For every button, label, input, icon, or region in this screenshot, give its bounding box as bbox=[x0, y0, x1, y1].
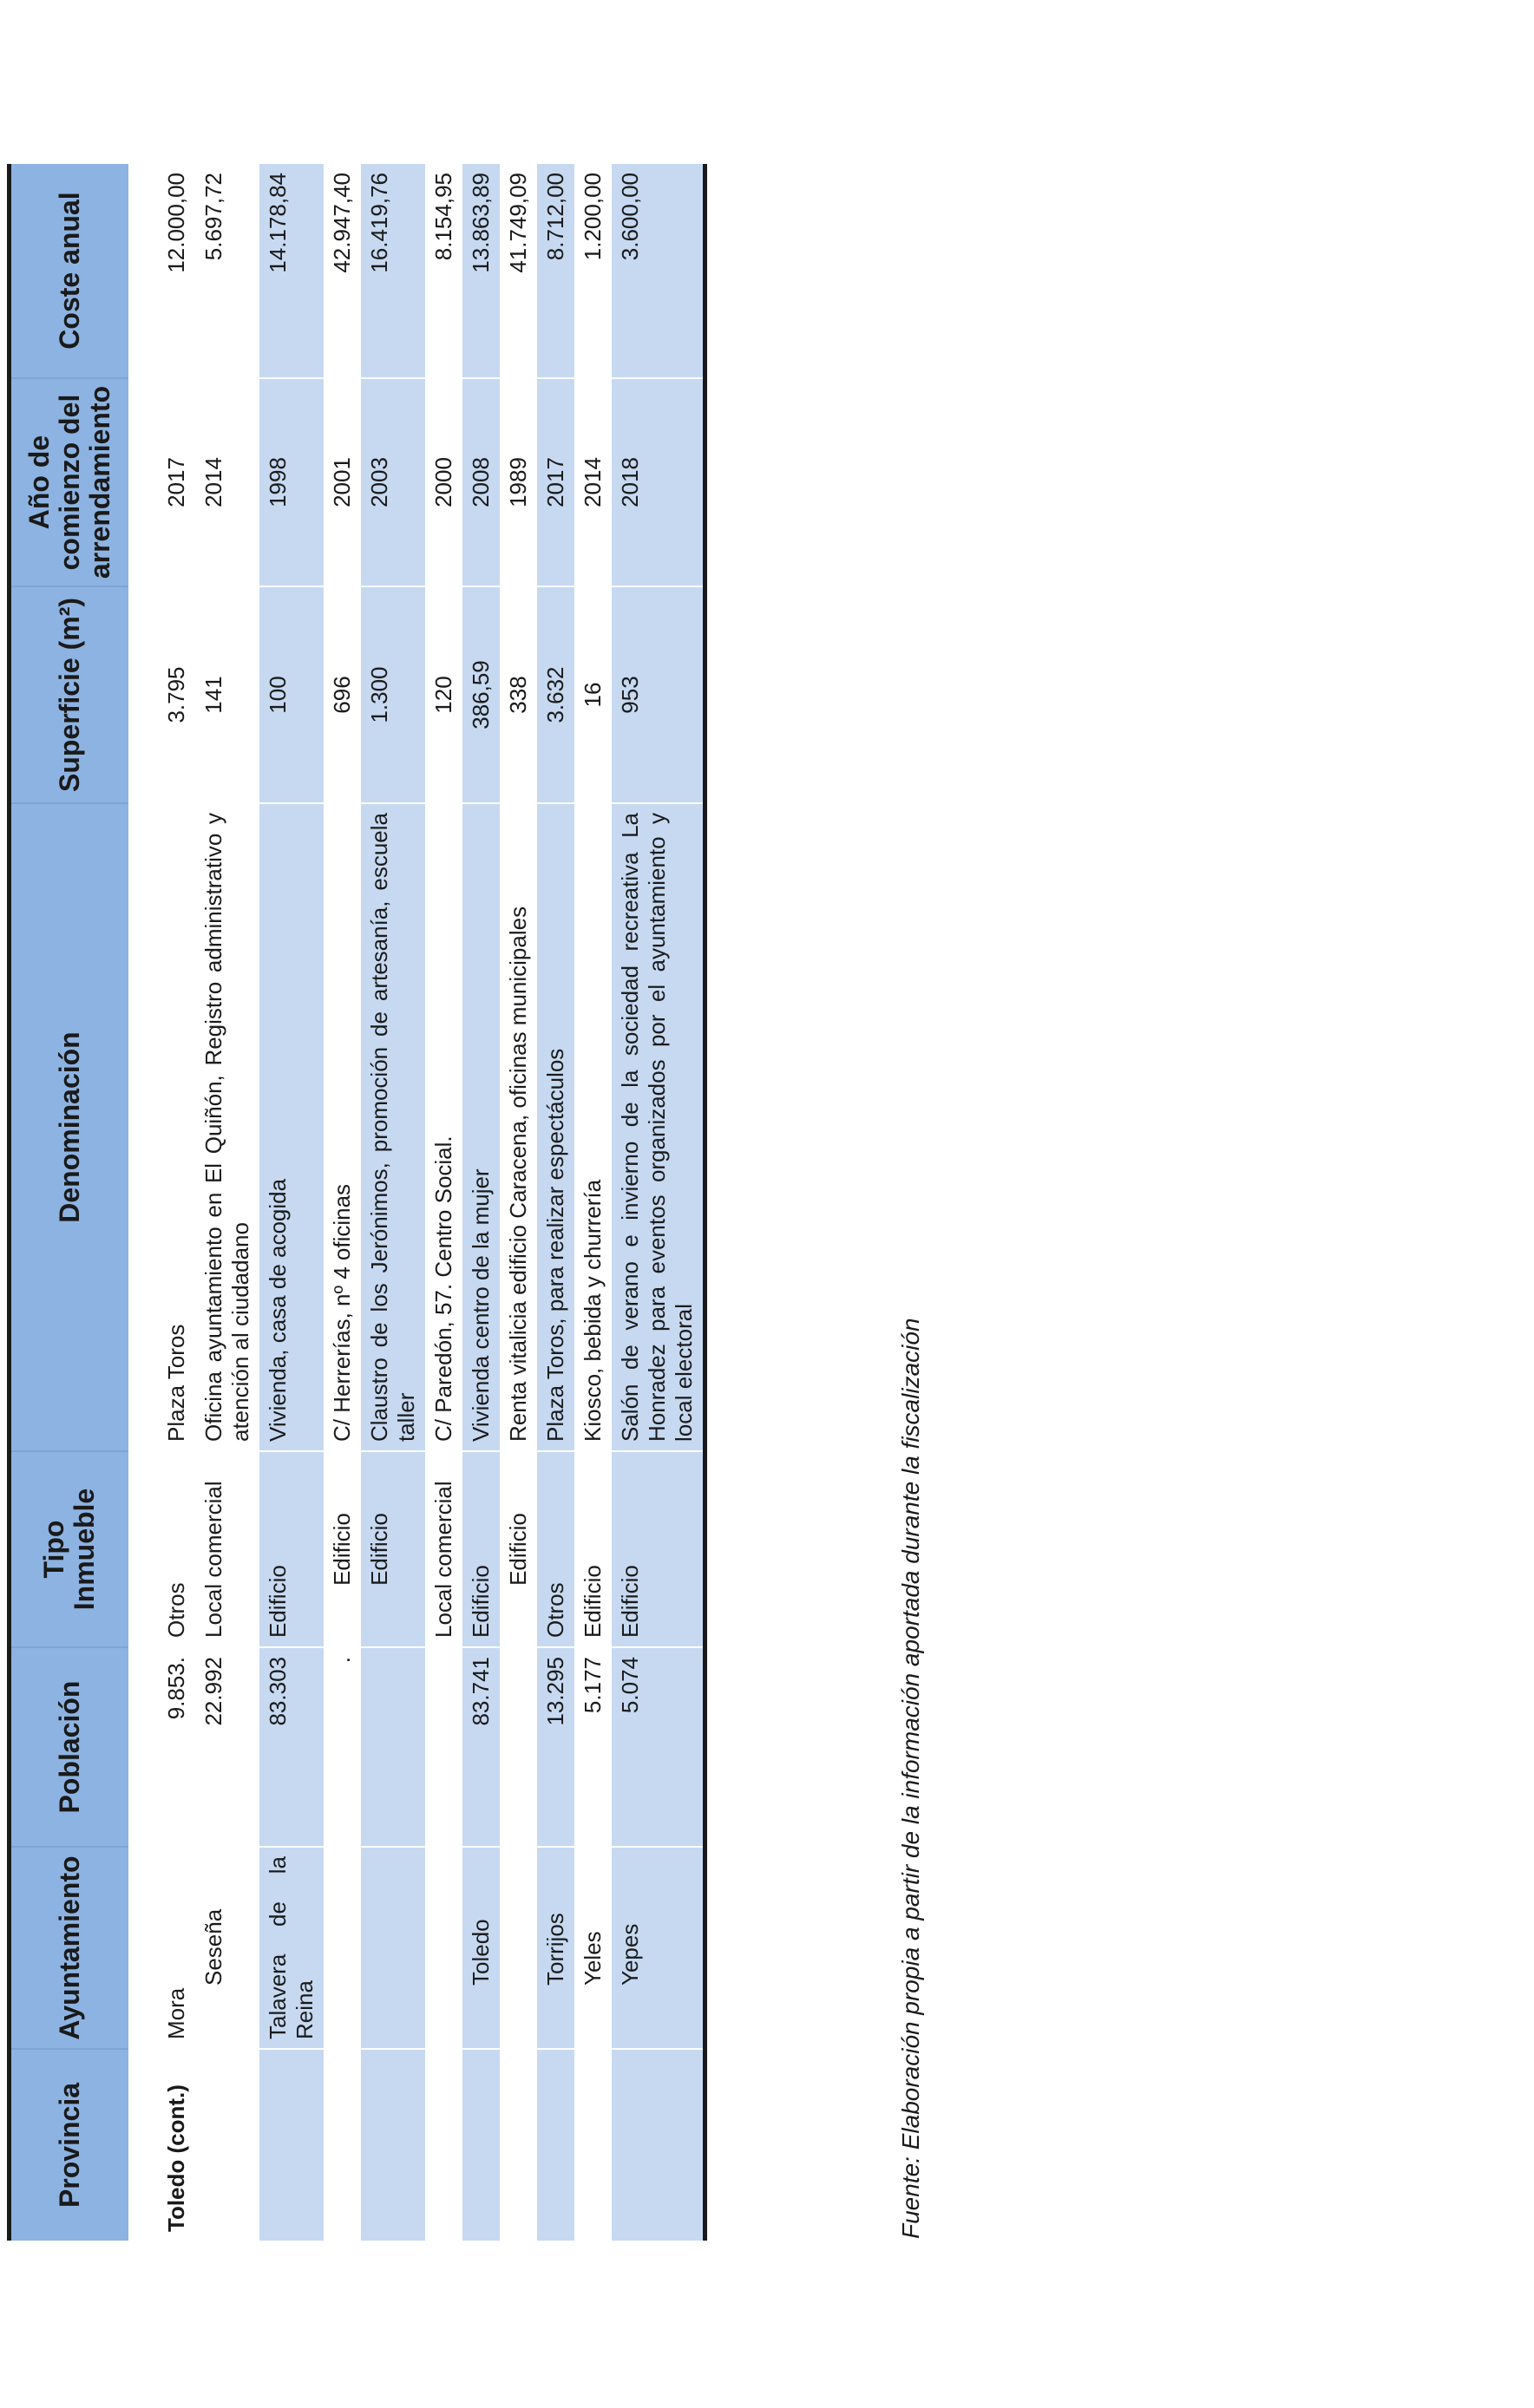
cell-denominacion: Vivienda, casa de acogida bbox=[259, 803, 324, 1451]
cell-coste: 13.863,89 bbox=[462, 164, 500, 378]
header-denominacion: Denominación bbox=[10, 803, 128, 1451]
cell-denominacion: Claustro de los Jerónimos, promoción de artesanía, escuela taller bbox=[361, 803, 425, 1451]
cell-poblacion: 83.741 bbox=[462, 1647, 500, 1847]
cell-denominacion: C/ Herrerías, nº 4 oficinas bbox=[324, 803, 361, 1451]
cell-ayuntamiento: Toledo bbox=[462, 1847, 500, 2049]
cell-anio: 2017 bbox=[158, 378, 195, 586]
cell-anio: 2001 bbox=[324, 378, 361, 586]
cell-superficie: 386,59 bbox=[462, 586, 500, 803]
cell-poblacion: 22.992 bbox=[195, 1647, 259, 1847]
table-row bbox=[500, 164, 537, 2241]
cell-denominacion: Renta vitalicia edificio Caracena, oficinas municipales bbox=[500, 803, 537, 1451]
cell-anio: 2008 bbox=[462, 378, 500, 586]
rotated-page bbox=[0, 173, 924, 2288]
cell-anio: 1989 bbox=[500, 378, 537, 586]
source-note: Fuente: Elaboración propia a partir de la información aportada durante la fiscalización bbox=[897, 1318, 924, 2239]
cell-ayuntamiento: Yeles bbox=[574, 1847, 612, 2049]
header-anio-comienzo: Año de comienzo del arrendamiento bbox=[10, 378, 128, 586]
table-row bbox=[324, 164, 361, 2241]
cell-superficie: 696 bbox=[324, 586, 361, 803]
cell-anio: 2017 bbox=[537, 378, 574, 586]
cell-tipo: Local comercial bbox=[195, 1451, 259, 1647]
cell-provincia bbox=[259, 2049, 324, 2241]
header-ayuntamiento: Ayuntamiento bbox=[10, 1847, 128, 2049]
cell-tipo: Edificio bbox=[574, 1451, 612, 1647]
cell-superficie: 338 bbox=[500, 586, 537, 803]
cell-ayuntamiento bbox=[324, 1847, 361, 2049]
cell-ayuntamiento: Seseña bbox=[195, 1847, 259, 2049]
header-spacer bbox=[128, 164, 158, 2241]
cell-anio: 2014 bbox=[574, 378, 612, 586]
cell-denominacion: Oficina ayuntamiento en El Quiñón, Registro administrativo y atención al ciudadano bbox=[195, 803, 259, 1451]
cell-provincia bbox=[537, 2049, 574, 2241]
table-row bbox=[158, 164, 195, 2241]
cell-coste: 16.419,76 bbox=[361, 164, 425, 378]
table-body bbox=[128, 164, 705, 2241]
cell-poblacion: 9.853. bbox=[158, 1647, 195, 1847]
spacer-cell bbox=[128, 164, 158, 2241]
cell-provincia bbox=[195, 2049, 259, 2241]
cell-coste: 3.600,00 bbox=[612, 164, 705, 378]
cell-superficie: 100 bbox=[259, 586, 324, 803]
table-row bbox=[537, 164, 574, 2241]
header-tipo-inmueble: Tipo Inmueble bbox=[10, 1451, 128, 1647]
cell-denominacion: Kiosco, bebida y churrería bbox=[574, 803, 612, 1451]
cell-tipo: Edificio bbox=[612, 1451, 705, 1647]
header-row bbox=[10, 164, 128, 2241]
cell-poblacion: 5.177 bbox=[574, 1647, 612, 1847]
cell-superficie: 120 bbox=[425, 586, 462, 803]
cell-poblacion: 83.303 bbox=[259, 1647, 324, 1847]
cell-ayuntamiento: Yepes bbox=[612, 1847, 705, 2049]
table-header bbox=[10, 164, 128, 2241]
header-coste-anual: Coste anual bbox=[10, 164, 128, 378]
cell-coste: 5.697,72 bbox=[195, 164, 259, 378]
cell-coste: 8.712,00 bbox=[537, 164, 574, 378]
cell-tipo: Otros bbox=[158, 1451, 195, 1647]
cell-provincia bbox=[574, 2049, 612, 2241]
table-row bbox=[612, 164, 705, 2241]
table-row bbox=[425, 164, 462, 2241]
cell-anio: 1998 bbox=[259, 378, 324, 586]
cell-denominacion: Plaza Toros, para realizar espectáculos bbox=[537, 803, 574, 1451]
cell-coste: 41.749,09 bbox=[500, 164, 537, 378]
leases-table bbox=[7, 164, 707, 2241]
cell-tipo: Edificio bbox=[259, 1451, 324, 1647]
cell-tipo: Edificio bbox=[462, 1451, 500, 1647]
cell-provincia bbox=[361, 2049, 425, 2241]
cell-coste: 8.154,95 bbox=[425, 164, 462, 378]
cell-coste: 1.200,00 bbox=[574, 164, 612, 378]
header-provincia: Provincia bbox=[10, 2049, 128, 2241]
cell-coste: 12.000,00 bbox=[158, 164, 195, 378]
cell-anio: 2018 bbox=[612, 378, 705, 586]
cell-ayuntamiento: Torrijos bbox=[537, 1847, 574, 2049]
cell-ayuntamiento: Talavera de la Reina bbox=[259, 1847, 324, 2049]
cell-poblacion: . bbox=[324, 1647, 361, 1847]
cell-tipo: Edificio bbox=[324, 1451, 361, 1647]
table-row bbox=[361, 164, 425, 2241]
table-row bbox=[574, 164, 612, 2241]
cell-tipo: Edificio bbox=[361, 1451, 425, 1647]
cell-anio: 2003 bbox=[361, 378, 425, 586]
cell-poblacion bbox=[361, 1647, 425, 1847]
table-row bbox=[195, 164, 259, 2241]
cell-denominacion: Vivienda centro de la mujer bbox=[462, 803, 500, 1451]
cell-tipo: Edificio bbox=[500, 1451, 537, 1647]
cell-poblacion bbox=[500, 1647, 537, 1847]
cell-anio: 2000 bbox=[425, 378, 462, 586]
cell-provincia bbox=[462, 2049, 500, 2241]
cell-provincia bbox=[425, 2049, 462, 2241]
cell-coste: 42.947,40 bbox=[324, 164, 361, 378]
cell-provincia: Toledo (cont.) bbox=[158, 2049, 195, 2241]
cell-superficie: 141 bbox=[195, 586, 259, 803]
cell-coste: 14.178,84 bbox=[259, 164, 324, 378]
cell-poblacion bbox=[425, 1647, 462, 1847]
cell-provincia bbox=[612, 2049, 705, 2241]
cell-poblacion: 13.295 bbox=[537, 1647, 574, 1847]
cell-anio: 2014 bbox=[195, 378, 259, 586]
cell-tipo: Local comercial bbox=[425, 1451, 462, 1647]
cell-provincia bbox=[500, 2049, 537, 2241]
header-poblacion: Población bbox=[10, 1647, 128, 1847]
cell-denominacion: Plaza Toros bbox=[158, 803, 195, 1451]
cell-denominacion: C/ Paredón, 57. Centro Social. bbox=[425, 803, 462, 1451]
cell-superficie: 3.795 bbox=[158, 586, 195, 803]
table-row bbox=[462, 164, 500, 2241]
cell-ayuntamiento bbox=[361, 1847, 425, 2049]
cell-superficie: 16 bbox=[574, 586, 612, 803]
cell-ayuntamiento bbox=[425, 1847, 462, 2049]
cell-superficie: 1.300 bbox=[361, 586, 425, 803]
cell-superficie: 3.632 bbox=[537, 586, 574, 803]
cell-ayuntamiento: Mora bbox=[158, 1847, 195, 2049]
header-superficie: Superficie (m²) bbox=[10, 586, 128, 803]
cell-superficie: 953 bbox=[612, 586, 705, 803]
table-row bbox=[259, 164, 324, 2241]
cell-poblacion: 5.074 bbox=[612, 1647, 705, 1847]
cell-tipo: Otros bbox=[537, 1451, 574, 1647]
cell-ayuntamiento bbox=[500, 1847, 537, 2049]
cell-denominacion: Salón de verano e invierno de la sociedad recreativa La Honradez para eventos organizados por el ayuntamiento y local electoral bbox=[612, 803, 705, 1451]
cell-provincia bbox=[324, 2049, 361, 2241]
